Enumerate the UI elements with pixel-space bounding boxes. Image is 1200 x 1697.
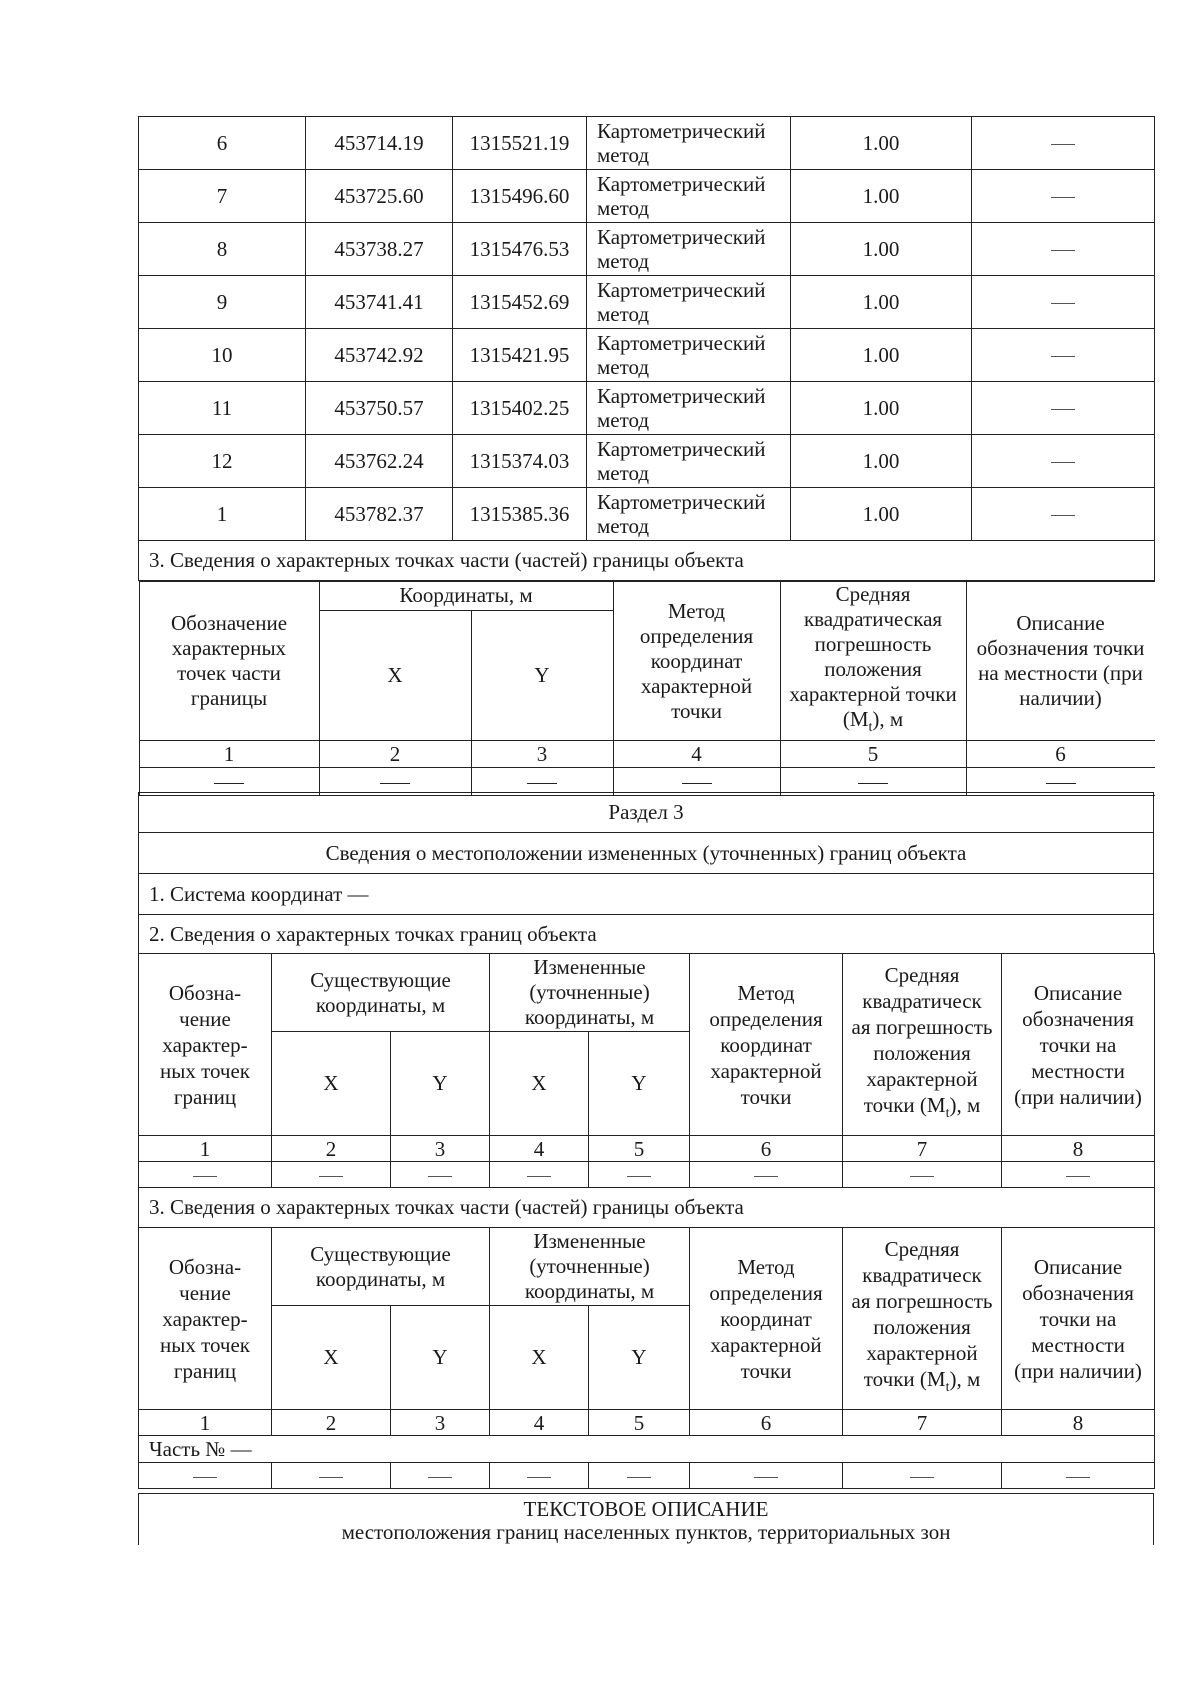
column-number: 6 bbox=[690, 1410, 843, 1436]
dash bbox=[1066, 1176, 1090, 1177]
coord-y: 1315521.19 bbox=[453, 117, 587, 170]
coord-system-row bbox=[138, 873, 1154, 915]
dash bbox=[193, 1477, 217, 1478]
empty-cell bbox=[843, 1162, 1002, 1188]
method-header: Метод определения координат характерной точки bbox=[690, 1228, 843, 1410]
part-label-row bbox=[139, 1436, 1155, 1463]
existing-x-header: X bbox=[272, 1032, 391, 1136]
mt-header-text: Средняя квадратическая погрешность положения характерной точки (M bbox=[789, 582, 957, 731]
empty-cell bbox=[391, 1162, 490, 1188]
dash bbox=[627, 1176, 651, 1177]
column-number: 7 bbox=[843, 1136, 1002, 1162]
description bbox=[972, 382, 1155, 435]
coord-x: 453742.92 bbox=[306, 329, 453, 382]
description bbox=[972, 488, 1155, 541]
empty-cell bbox=[391, 1463, 490, 1489]
method: Картометрический метод bbox=[587, 488, 791, 541]
accuracy: 1.00 bbox=[791, 223, 972, 276]
column-number: 2 bbox=[272, 1410, 391, 1436]
mt-header-sub: t bbox=[945, 1106, 950, 1122]
part-title-row bbox=[139, 541, 1155, 581]
column-number: 5 bbox=[589, 1410, 690, 1436]
changed-y-header: Y bbox=[589, 1306, 690, 1410]
dash bbox=[754, 1477, 778, 1478]
point-number: 10 bbox=[139, 329, 306, 382]
dash bbox=[682, 783, 712, 784]
point-number: 8 bbox=[139, 223, 306, 276]
column-number: 8 bbox=[1002, 1136, 1155, 1162]
table-row bbox=[139, 170, 1155, 223]
dash bbox=[1051, 197, 1075, 198]
dash bbox=[1051, 515, 1075, 516]
coords-header: Координаты, м bbox=[319, 582, 613, 611]
changed-x-header: X bbox=[490, 1306, 589, 1410]
column-number-row bbox=[139, 741, 1155, 768]
coord-y: 1315496.60 bbox=[453, 170, 587, 223]
method: Картометрический метод bbox=[587, 170, 791, 223]
point-number: 11 bbox=[139, 382, 306, 435]
column-number: 3 bbox=[391, 1136, 490, 1162]
method: Картометрический метод bbox=[587, 329, 791, 382]
description bbox=[972, 329, 1155, 382]
dash bbox=[1051, 303, 1075, 304]
coord-y: 1315374.03 bbox=[453, 435, 587, 488]
dash bbox=[527, 1176, 551, 1177]
dash bbox=[193, 1176, 217, 1177]
coord-x: 453750.57 bbox=[306, 382, 453, 435]
table-row bbox=[139, 488, 1155, 541]
desc-header: Описание обозначения точки на местности (при наличии) bbox=[966, 582, 1154, 741]
method-header: Метод определения координат характерной точки bbox=[613, 582, 780, 741]
accuracy: 1.00 bbox=[791, 488, 972, 541]
col-designation-header: Обозна-чение характер-ных точек границ bbox=[139, 954, 272, 1136]
dash bbox=[1051, 356, 1075, 357]
desc-header: Описание обозначения точки на местности (при наличии) bbox=[1002, 1228, 1155, 1410]
column-number: 3 bbox=[391, 1410, 490, 1436]
desc-header: Описание обозначения точки на местности (при наличии) bbox=[1002, 954, 1155, 1136]
method: Картометрический метод bbox=[587, 223, 791, 276]
accuracy: 1.00 bbox=[791, 382, 972, 435]
text-description-subtitle: местоположения границ населенных пунктов, территориальных зон bbox=[341, 1520, 951, 1544]
column-number: 4 bbox=[490, 1410, 589, 1436]
part-points-table bbox=[139, 581, 1155, 796]
description bbox=[972, 223, 1155, 276]
dash bbox=[858, 783, 888, 784]
table-row bbox=[139, 329, 1155, 382]
header-row bbox=[139, 954, 1155, 1032]
description bbox=[972, 170, 1155, 223]
point-number: 7 bbox=[139, 170, 306, 223]
dash bbox=[1051, 462, 1075, 463]
mt-header bbox=[780, 582, 966, 741]
column-number: 1 bbox=[139, 1410, 272, 1436]
coord-y: 1315421.95 bbox=[453, 329, 587, 382]
points-title-text: 2. Сведения о характерных точках границ объекта bbox=[149, 922, 597, 946]
accuracy: 1.00 bbox=[791, 117, 972, 170]
existing-x-header: X bbox=[272, 1306, 391, 1410]
dash bbox=[319, 1176, 343, 1177]
column-number: 4 bbox=[613, 741, 780, 768]
mt-header bbox=[843, 954, 1002, 1136]
point-number: 9 bbox=[139, 276, 306, 329]
dash bbox=[428, 1477, 452, 1478]
mt-header-sub: t bbox=[868, 720, 873, 736]
dash bbox=[754, 1176, 778, 1177]
dash bbox=[627, 1477, 651, 1478]
method-header: Метод определения координат характерной точки bbox=[690, 954, 843, 1136]
empty-cell bbox=[690, 1463, 843, 1489]
mt-header-sub: t bbox=[945, 1380, 950, 1396]
point-number: 12 bbox=[139, 435, 306, 488]
dash bbox=[319, 1477, 343, 1478]
column-number: 3 bbox=[471, 741, 613, 768]
empty-cell bbox=[139, 1162, 272, 1188]
section-heading-text: Раздел 3 bbox=[608, 800, 684, 824]
part-table-wrap bbox=[139, 581, 1155, 797]
coord-x: 453714.19 bbox=[306, 117, 453, 170]
method: Картометрический метод bbox=[587, 276, 791, 329]
existing-coords-header: Существующие координаты, м bbox=[272, 1228, 490, 1306]
empty-cell bbox=[490, 1463, 589, 1489]
table-row bbox=[139, 435, 1155, 488]
changed-x-header: X bbox=[490, 1032, 589, 1136]
coord-x: 453738.27 bbox=[306, 223, 453, 276]
col-designation-header: Обозначение характерных точек части границы bbox=[139, 582, 319, 741]
accuracy: 1.00 bbox=[791, 170, 972, 223]
section-subheading bbox=[138, 832, 1154, 874]
column-number: 6 bbox=[966, 741, 1154, 768]
mt-header-suffix: ), м bbox=[949, 1092, 981, 1117]
changed-coords-header: Измененные (уточненные) координаты, м bbox=[490, 1228, 690, 1306]
table-row bbox=[139, 223, 1155, 276]
coord-y: 1315385.36 bbox=[453, 488, 587, 541]
dash bbox=[1066, 1477, 1090, 1478]
y-header: Y bbox=[471, 610, 613, 740]
empty-cell bbox=[690, 1162, 843, 1188]
empty-cell bbox=[490, 1162, 589, 1188]
mt-header-text: Средняя квадратическ ая погрешность положения характерной точки (M bbox=[851, 962, 993, 1117]
part-table-row bbox=[139, 581, 1155, 797]
point-number: 6 bbox=[139, 117, 306, 170]
empty-cell bbox=[1002, 1162, 1155, 1188]
column-number: 5 bbox=[780, 741, 966, 768]
column-number: 1 bbox=[139, 741, 319, 768]
empty-cell bbox=[139, 1463, 272, 1489]
table-row bbox=[139, 382, 1155, 435]
description bbox=[972, 276, 1155, 329]
dash bbox=[527, 783, 557, 784]
coord-system-text: 1. Система координат — bbox=[149, 882, 369, 906]
part-label: Часть № — bbox=[139, 1436, 1155, 1463]
table-row bbox=[139, 276, 1155, 329]
method: Картометрический метод bbox=[587, 382, 791, 435]
col-designation-header: Обозна-чение характер-ных точек границ bbox=[139, 1228, 272, 1410]
empty-row bbox=[139, 1463, 1155, 1489]
header-row bbox=[139, 1228, 1155, 1306]
dash bbox=[380, 783, 410, 784]
empty-cell bbox=[272, 1162, 391, 1188]
accuracy: 1.00 bbox=[791, 435, 972, 488]
coord-x: 453741.41 bbox=[306, 276, 453, 329]
text-description bbox=[138, 1493, 1154, 1545]
mt-header-suffix: ), м bbox=[949, 1366, 981, 1391]
dash bbox=[1051, 144, 1075, 145]
mt-header bbox=[843, 1228, 1002, 1410]
column-number: 5 bbox=[589, 1136, 690, 1162]
column-number: 6 bbox=[690, 1136, 843, 1162]
empty-cell bbox=[272, 1463, 391, 1489]
empty-cell bbox=[843, 1463, 1002, 1489]
table-row bbox=[139, 117, 1155, 170]
changed-coords-header: Измененные (уточненные) координаты, м bbox=[490, 954, 690, 1032]
column-number: 7 bbox=[843, 1410, 1002, 1436]
dash bbox=[214, 783, 244, 784]
existing-y-header: Y bbox=[391, 1032, 490, 1136]
accuracy: 1.00 bbox=[791, 276, 972, 329]
coord-x: 453782.37 bbox=[306, 488, 453, 541]
mt-header-text: Средняя квадратическ ая погрешность положения характерной точки (M bbox=[851, 1236, 993, 1391]
section-subheading-text: Сведения о местоположении измененных (уточненных) границ объекта bbox=[325, 841, 967, 865]
coords-table bbox=[138, 116, 1155, 796]
dash bbox=[1046, 783, 1076, 784]
column-number-row bbox=[139, 1410, 1155, 1436]
dash bbox=[1051, 409, 1075, 410]
existing-coords-header: Существующие координаты, м bbox=[272, 954, 490, 1032]
existing-y-header: Y bbox=[391, 1306, 490, 1410]
part-title: 3. Сведения о характерных точках части (частей) границы объекта bbox=[139, 541, 1155, 581]
x-header: X bbox=[319, 610, 471, 740]
text-description-title: ТЕКСТОВОЕ ОПИСАНИЕ bbox=[523, 1497, 769, 1521]
column-number: 2 bbox=[319, 741, 471, 768]
empty-row bbox=[139, 1162, 1155, 1188]
changed-points-table bbox=[138, 953, 1155, 1489]
description bbox=[972, 117, 1155, 170]
column-number: 8 bbox=[1002, 1410, 1155, 1436]
empty-cell bbox=[589, 1463, 690, 1489]
dash bbox=[1051, 250, 1075, 251]
method: Картометрический метод bbox=[587, 117, 791, 170]
empty-cell bbox=[589, 1162, 690, 1188]
empty-cell bbox=[1002, 1463, 1155, 1489]
coord-x: 453762.24 bbox=[306, 435, 453, 488]
dash bbox=[910, 1477, 934, 1478]
parts-title: 3. Сведения о характерных точках части (частей) границы объекта bbox=[139, 1188, 1155, 1228]
column-number: 1 bbox=[139, 1136, 272, 1162]
description bbox=[972, 435, 1155, 488]
point-number: 1 bbox=[139, 488, 306, 541]
dash bbox=[910, 1176, 934, 1177]
coord-x: 453725.60 bbox=[306, 170, 453, 223]
column-number: 4 bbox=[490, 1136, 589, 1162]
method: Картометрический метод bbox=[587, 435, 791, 488]
dash bbox=[527, 1477, 551, 1478]
coord-y: 1315452.69 bbox=[453, 276, 587, 329]
points-title-row bbox=[138, 914, 1154, 954]
column-number: 2 bbox=[272, 1136, 391, 1162]
section-heading bbox=[138, 792, 1154, 833]
column-number-row bbox=[139, 1136, 1155, 1162]
coord-y: 1315402.25 bbox=[453, 382, 587, 435]
header-row bbox=[139, 582, 1155, 611]
changed-y-header: Y bbox=[589, 1032, 690, 1136]
mt-header-suffix: ), м bbox=[872, 707, 904, 731]
dash bbox=[428, 1176, 452, 1177]
parts-title-row bbox=[139, 1188, 1155, 1228]
accuracy: 1.00 bbox=[791, 329, 972, 382]
coord-y: 1315476.53 bbox=[453, 223, 587, 276]
